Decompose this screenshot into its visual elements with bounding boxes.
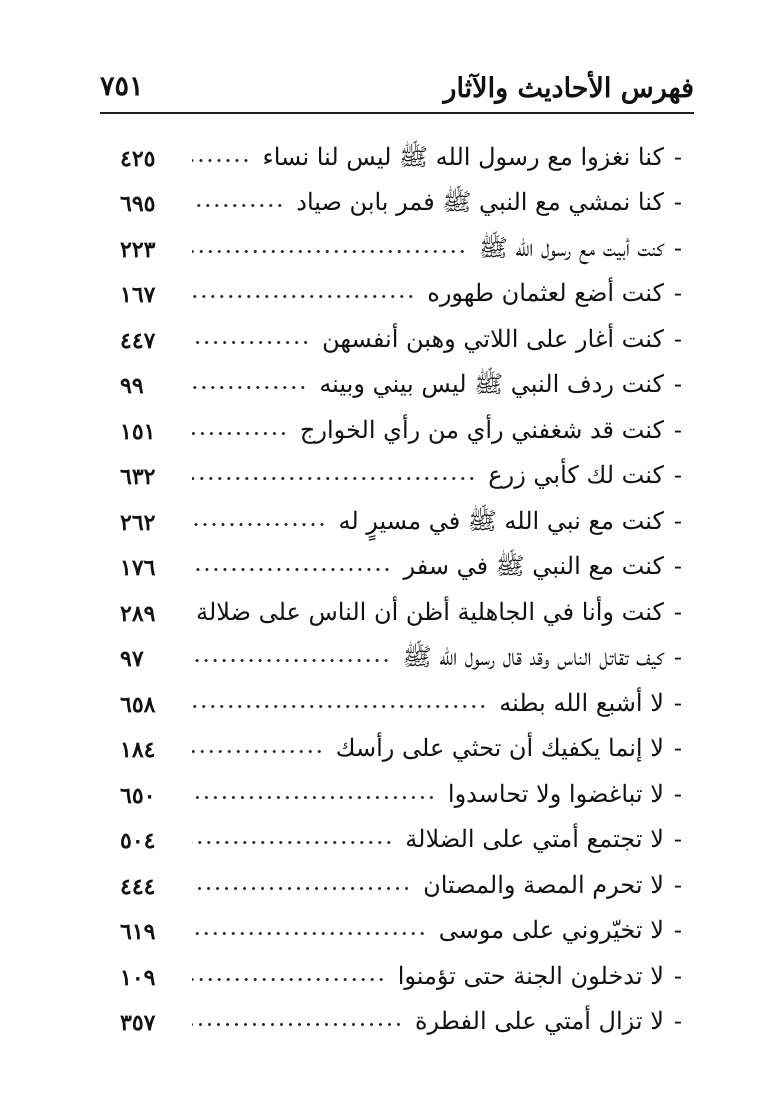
entry-text: كنت لك كأبي زرع (488, 461, 664, 489)
entry-page-number: ٤٢٥ (120, 145, 156, 172)
entry-text: كنت قد شغفني رأي من رأي الخوارج (299, 415, 664, 444)
dot-leader (192, 140, 250, 174)
dot-leader (192, 731, 324, 765)
entry-page-number: ٦٣٢ (120, 464, 156, 490)
entry-page-number: ٦٩٥ (120, 191, 156, 217)
index-entry (120, 993, 682, 1039)
entry-page-number: ٢٦٢ (120, 509, 156, 536)
index-entry (120, 219, 682, 265)
entry-dash: - (673, 415, 682, 444)
dot-leader (192, 913, 427, 947)
entry-text: لا تباغضوا ولا تحاسدوا (447, 779, 664, 808)
entry-dash: - (673, 916, 682, 944)
index-entry (120, 583, 682, 629)
index-entry (120, 629, 682, 675)
entry-text: كنت مع نبي الله ﷺ في مسيرٍ له (338, 506, 664, 535)
dot-leader (192, 504, 327, 538)
entry-text: لا تدخلون الجنة حتى تؤمنوا (397, 961, 664, 990)
index-entry (120, 720, 682, 766)
entry-page-number: ٩٧ (120, 646, 144, 672)
entry-text: كنت ردف النبي ﷺ ليس بيني وبينه (319, 370, 664, 398)
entry-dash: - (673, 552, 682, 580)
index-entry (120, 265, 682, 311)
entry-text: لا تجتمع أمتي على الضلالة (405, 825, 664, 853)
entry-dash: - (673, 370, 682, 398)
entry-page-number: ٦٥٨ (120, 691, 156, 718)
entry-text: كنت أبيت مع رسول الله ﷺ (478, 233, 664, 262)
index-list (120, 128, 682, 1038)
dot-leader (192, 367, 307, 401)
index-entry (120, 765, 682, 811)
dot-leader (192, 1004, 403, 1038)
page-number: ٧٥١ (100, 71, 144, 102)
entry-dash: - (673, 688, 682, 717)
index-entry (120, 674, 682, 720)
dot-leader (192, 686, 487, 720)
entry-dash: - (673, 461, 682, 489)
entry-page-number: ٢٢٣ (120, 236, 156, 263)
entry-dash: - (673, 870, 682, 899)
dot-leader (192, 322, 310, 356)
index-entry (120, 447, 682, 493)
entry-dash: - (673, 279, 682, 307)
dot-leader (192, 458, 476, 492)
dot-leader (192, 822, 393, 856)
entry-text: كنت وأنا في الجاهلية أظن أن الناس على ضلالة (196, 597, 664, 626)
index-entry (120, 401, 682, 447)
entry-page-number: ١٧٦ (120, 555, 156, 581)
index-entry (120, 902, 682, 948)
dot-leader (192, 868, 411, 902)
dot-leader (192, 231, 467, 265)
entry-page-number: ٦٥٠ (120, 782, 156, 809)
entry-text: كنت مع النبي ﷺ في سفر (403, 552, 664, 580)
index-entry (120, 811, 682, 857)
entry-text: لا تزال أمتي على الفطرة (414, 1007, 664, 1035)
index-entry (120, 128, 682, 174)
entry-dash: - (673, 324, 682, 353)
entry-text: كنا نمشي مع النبي ﷺ فمر بابن صياد (296, 188, 664, 216)
entry-text: لا أشبع الله بطنه (499, 688, 664, 717)
dot-leader (192, 549, 391, 583)
dot-leader (192, 413, 288, 447)
page-header (100, 72, 694, 114)
dot-leader (192, 777, 436, 811)
index-entry (120, 356, 682, 402)
index-entry (120, 947, 682, 993)
index-entry (120, 538, 682, 584)
entry-page-number: ١٠٩ (120, 964, 156, 991)
entry-page-number: ٤٤٤ (120, 873, 156, 900)
entry-text: كنت أضع لعثمان طهوره (427, 279, 664, 307)
entry-text: لا تخيّروني على موسى (438, 916, 664, 944)
index-entry (120, 856, 682, 902)
entry-dash: - (673, 597, 682, 626)
dot-leader (192, 276, 415, 310)
entry-page-number: ٣٥٧ (120, 1010, 156, 1036)
entry-dash: - (673, 233, 682, 262)
entry-page-number: ١٨٤ (120, 737, 156, 763)
dot-leader (192, 959, 386, 993)
entry-page-number: ٢٨٩ (120, 600, 156, 627)
entry-text: لا إنما يكفيك أن تحثي على رأسك (335, 734, 664, 762)
entry-page-number: ٤٤٧ (120, 327, 156, 354)
dot-leader (192, 640, 391, 674)
index-entry (120, 310, 682, 356)
entry-dash: - (673, 961, 682, 990)
entry-page-number: ٦١٩ (120, 919, 156, 945)
entry-dash: - (673, 142, 682, 171)
running-title: فهرس الأحاديث والآثار (443, 73, 694, 104)
entry-dash: - (673, 825, 682, 853)
entry-dash: - (673, 188, 682, 216)
entry-page-number: ٥٠٤ (120, 828, 156, 854)
index-entry (120, 174, 682, 220)
entry-page-number: ١٥١ (120, 418, 156, 445)
entry-dash: - (673, 734, 682, 762)
dot-leader (192, 185, 284, 219)
entry-text: كنت أغار على اللاتي وهبن أنفسهن (322, 324, 664, 353)
entry-dash: - (673, 1007, 682, 1035)
entry-text: كيف تقاتل الناس وقد قال رسول الله ﷺ (402, 643, 664, 671)
index-entry (120, 492, 682, 538)
entry-page-number: ٩٩ (120, 373, 144, 399)
entry-dash: - (673, 779, 682, 808)
entry-text: كنا نغزوا مع رسول الله ﷺ ليس لنا نساء (262, 142, 664, 171)
entry-dash: - (673, 643, 682, 671)
entry-dash: - (673, 506, 682, 535)
entry-page-number: ١٦٧ (120, 282, 156, 308)
entry-text: لا تحرم المصة والمصتان (423, 870, 664, 899)
